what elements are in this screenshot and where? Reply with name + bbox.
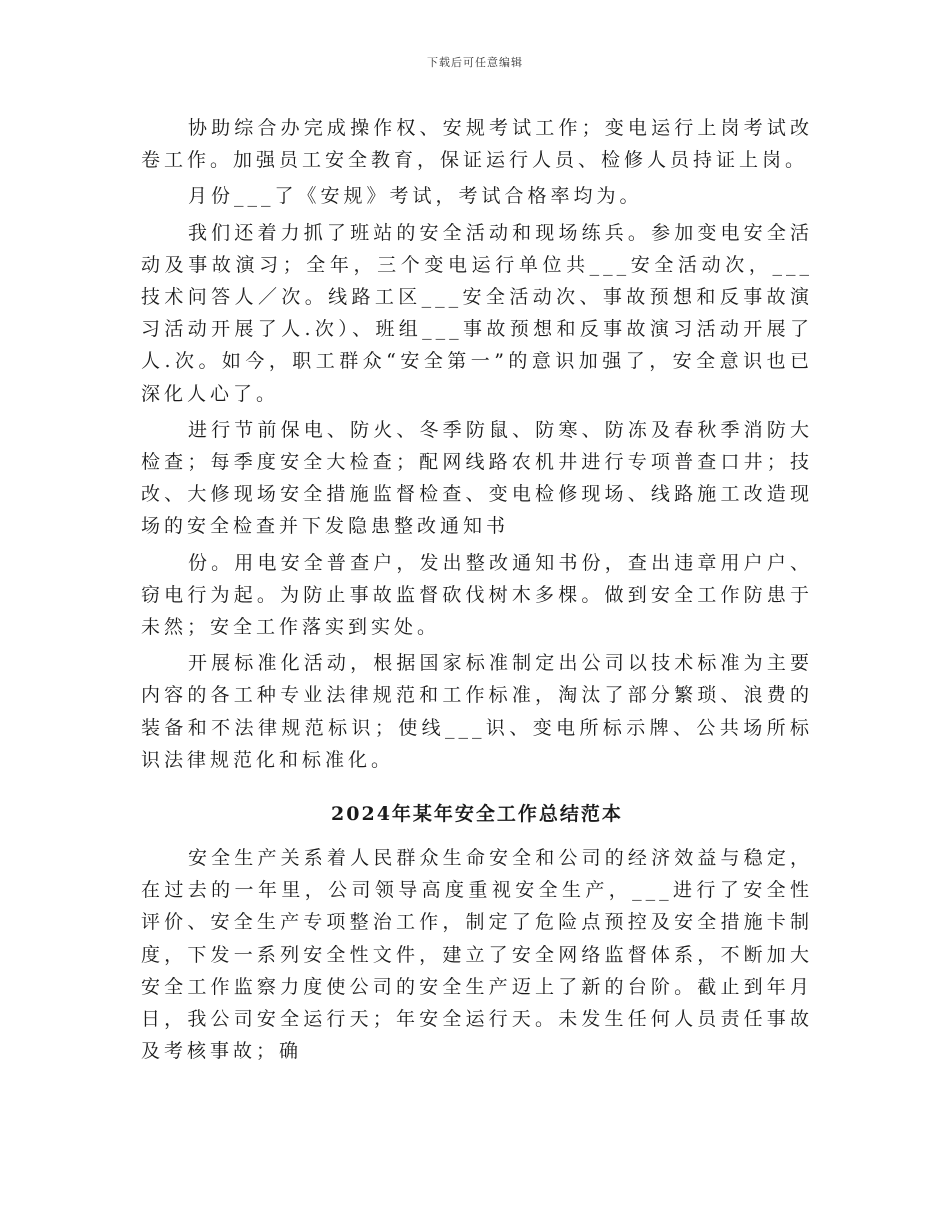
paragraph-5: 份。用电安全普查户，发出整改通知书份，查出违章用户户、窃电行为起。为防止事故监督砍伐树木多棵。做到安全工作防患于未然；安全工作落实到实处。 (141, 551, 813, 639)
document-body (141, 112, 813, 1071)
paragraph-2: 月份___了《安规》考试，考试合格率均为。 (188, 185, 643, 208)
paragraph-1: 协助综合办完成操作权、安规考试工作；变电运行上岗考试改卷工作。加强员工安全教育，保证运行人员、检修人员持证上岗。 (141, 117, 813, 172)
paragraph-7: 安全生产关系着人民群众生命安全和公司的经济效益与稳定，在过去的一年里，公司领导高度重视安全生产，___进行了安全性评价、安全生产专项整治工作，制定了危险点预控及安全措施卡制度，下发一系列安全性文件，建立了安全网络监督体系，不断加大安全工作监察力度使公司的安全生产迈上了新的台阶。截止到年月日，我公司安全运行天；年安全运行天。未发生任何人员责任事故及考核事故；确 (141, 847, 813, 1063)
page-header: 下载后可任意编辑 (427, 56, 523, 69)
paragraph-3: 我们还着力抓了班站的安全活动和现场练兵。参加变电安全活动及事故演习；全年，三个变电运行单位共___安全活动次，___技术问答人／次。线路工区___安全活动次、事故预想和反事故演习活动开展了人.次）、班组___事故预想和反事故演习活动开展了人.次。如今，职工群众“安全第一”的意识加强了，安全意识也已深化人心了。 (141, 221, 813, 405)
paragraph-6: 开展标准化活动，根据国家标准制定出公司以技术标准为主要内容的各工种专业法律规范和工作标准，淘汰了部分繁琐、浪费的装备和不法律规范标识；使线___识、变电所标示牌、公共场所标识法律规范化和标准化。 (141, 652, 813, 771)
paragraph-4: 进行节前保电、防火、冬季防鼠、防寒、防冻及春秋季消防大检查；每季度安全大检查；配网线路农机井进行专项普查口井；技改、大修现场安全措施监督检查、变电检修现场、线路施工改造现场的安全检查并下发隐患整改通知书 (141, 418, 813, 538)
section-title: 2024年某年安全工作总结范本 (331, 803, 623, 826)
